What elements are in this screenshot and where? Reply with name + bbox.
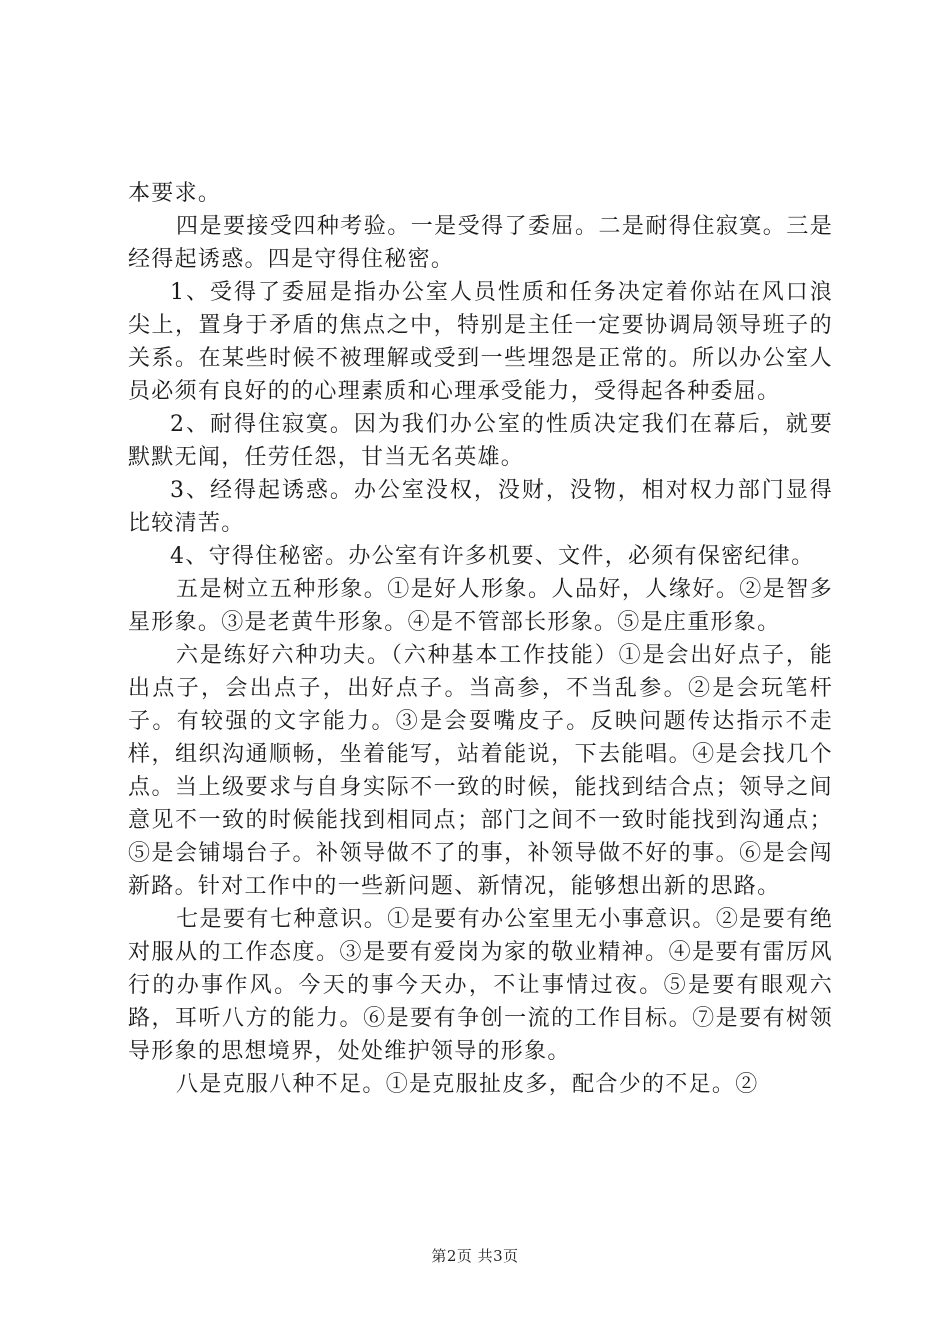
paragraph-continuation: 本要求。 (128, 181, 222, 206)
page-footer: 第2页 共3页 (431, 1247, 519, 1265)
paragraph-item-1: 1、受得了委屈是指办公室人员性质和任务决定着你站在风口浪尖上，置身于矛盾的焦点之中，特别是主任一定要协调局领导班子的关系。在某些时候不被理解或受到一些埋怨是正常的。所以办公室人员必须有良好的的心理素质和心理承受能力，受得起各种委屈。 (128, 280, 833, 404)
paragraph-five-images: 五是树立五种形象。①是好人形象。人品好，人缘好。②是智多星形象。③是老黄牛形象。④是不管部长形象。⑤是庄重形象。 (128, 577, 833, 635)
document-body (128, 177, 833, 1101)
paragraph-seven-awareness: 七是要有七种意识。①是要有办公室里无小事意识。②是要有绝对服从的工作态度。③是要有爱岗为家的敬业精神。④是要有雷厉风行的办事作风。今天的事今天办，不让事情过夜。⑤是要有眼观六路，耳听八方的能力。⑥是要有争创一流的工作目标。⑦是要有树领导形象的思想境界，处处维护领导的形象。 (128, 907, 833, 1064)
paragraph-eight-shortcomings: 八是克服八种不足。①是克服扯皮多，配合少的不足。② (176, 1072, 759, 1097)
paragraph-item-4: 4、守得住秘密。办公室有许多机要、文件，必须有保密纪律。 (170, 544, 815, 569)
paragraph-item-2: 2、耐得住寂寞。因为我们办公室的性质决定我们在幕后，就要默默无闻，任劳任怨，甘当无名英雄。 (128, 412, 833, 470)
paragraph-six-skills: 六是练好六种功夫。（六种基本工作技能）①是会出好点子，能出点子，会出点子，出好点子。当高参，不当乱参。②是会玩笔杆子。有较强的文字能力。③是会耍嘴皮子。反映问题传达指示不走样，组织沟通顺畅，坐着能写，站着能说，下去能唱。④是会找几个点。当上级要求与自身实际不一致的时候，能找到结合点；领导之间意见不一致的时候能找到相同点；部门之间不一致时能找到沟通点；⑤是会铺塌台子。补领导做不了的事，补领导做不好的事。⑥是会闯新路。针对工作中的一些新问题、新情况，能够想出新的思路。 (128, 643, 833, 899)
paragraph-four-tests: 四是要接受四种考验。一是受得了委屈。二是耐得住寂寞。三是经得起诱惑。四是守得住秘密。 (128, 214, 833, 272)
paragraph-item-3: 3、经得起诱惑。办公室没权，没财，没物，相对权力部门显得比较清苦。 (128, 478, 833, 536)
